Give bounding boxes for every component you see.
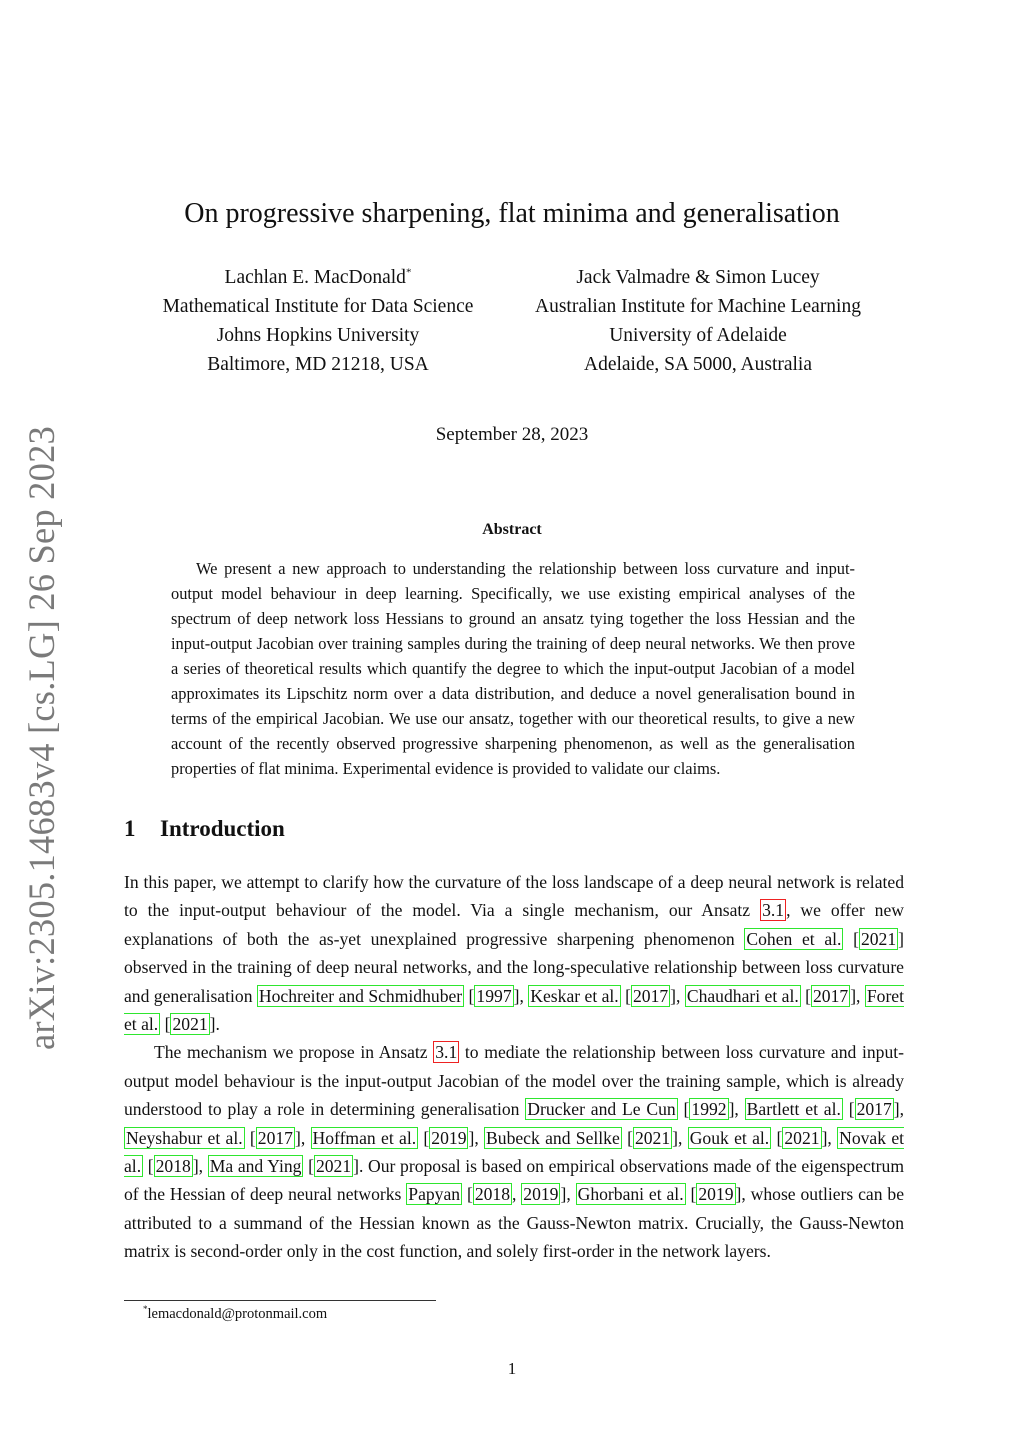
author-block-right — [518, 263, 878, 379]
introduction-body — [124, 868, 904, 1266]
citation-link[interactable]: Foret et al. — [124, 985, 904, 1035]
section-title: Introduction — [160, 816, 285, 841]
citation-year-link[interactable]: 2017 — [856, 1099, 892, 1120]
citation-link[interactable]: Ma and Ying — [209, 1156, 302, 1177]
footnote-email: lemacdonald@protonmail.com — [147, 1305, 328, 1322]
citation-link[interactable]: Chaudhari et al. — [686, 985, 799, 1006]
citation-link[interactable]: Papyan — [408, 1184, 461, 1205]
page-number: 1 — [507, 1359, 517, 1378]
author-affiliation: Australian Institute for Machine Learning — [535, 296, 861, 317]
citation-year-link[interactable]: 2017 — [632, 985, 669, 1006]
section-heading — [124, 816, 285, 842]
citation-year-link[interactable]: 2018 — [474, 1184, 510, 1205]
citation-year-link[interactable]: 2018 — [155, 1156, 191, 1177]
citation-year-link[interactable]: 2021 — [634, 1127, 671, 1148]
citation-year-link[interactable]: 2017 — [813, 985, 849, 1006]
author-name: Jack Valmadre & Simon Lucey — [576, 267, 820, 288]
citation-link[interactable]: Keskar et al. — [530, 985, 619, 1006]
author-address: Baltimore, MD 21218, USA — [207, 354, 429, 375]
citation-link[interactable]: Ghorbani et al. — [577, 1184, 684, 1205]
footnote-mark: * — [143, 1304, 148, 1314]
citation-link[interactable]: Bartlett et al. — [746, 1099, 841, 1120]
footnote-rule — [124, 1300, 436, 1301]
author-institution: University of Adelaide — [609, 325, 787, 346]
citation-link[interactable]: Novak et al. — [124, 1127, 905, 1177]
arxiv-identifier-stamp: arXiv:2305.14683v4 [cs.LG] 26 Sep 2023 — [21, 426, 62, 1050]
citation-year-link[interactable]: 2021 — [172, 1014, 208, 1035]
author-affiliation: Mathematical Institute for Data Science — [162, 296, 474, 317]
author-address: Adelaide, SA 5000, Australia — [583, 354, 812, 375]
citation-year-link[interactable]: 2019 — [698, 1184, 734, 1205]
footnote — [143, 1304, 327, 1323]
footnote-marker[interactable]: * — [405, 266, 412, 279]
citation-year-link[interactable]: 1992 — [691, 1099, 727, 1120]
author-name: Lachlan E. MacDonald* — [224, 266, 412, 288]
author-block-left — [148, 263, 488, 379]
citation-year-link[interactable]: 2021 — [784, 1127, 820, 1148]
citation-year-link[interactable]: 2017 — [257, 1127, 293, 1148]
author-institution: Johns Hopkins University — [216, 325, 420, 346]
citation-link[interactable]: Drucker and Le Cun — [527, 1099, 676, 1120]
paragraph-2: The mechanism we propose in Ansatz 3.1 to mediate the relationship between loss curvature and input-output model behaviour is the input-output Jacobian of the model over the training sample, which is already understood to play a role in determining generalisation Drucker and Le Cun [ 1992 ], Bartlett et al. [ 2017 ], Neyshabur et al. [ 2017 ], Hoffman et al. [ 2019 ], Bubeck and Sellke [ 2021 ], Gouk et al. [ 2021 ], Novak et al. [ 2018 ], Ma and Ying [ 2021 ]. Our proposal is based on empirical observations made of the eigenspectrum of the Hessian of deep neural networks Papyan [ 2018 , 2019 ], Ghorbani et al. [ 2019 ], whose outliers can be attributed to a summand of the Hessian known as the Gauss-Newton matrix. Crucially, the Gauss-Newton matrix is second-order only in the cost function, and solely first-order in the network layers. — [124, 1042, 905, 1262]
paragraph-1: In this paper, we attempt to clarify how the curvature of the loss landscape of a deep neural network is related to the input-output behaviour of the model. Via a single mechanism, our Ansatz 3.1 , we offer new explanations of both the as-yet unexplained progressive sharpening phenomenon Cohen et al. [ 2021 ] observed in the training of deep neural networks, and the long-speculative relationship between loss curvature and generalisation Hochreiter and Schmidhuber [ 1997 ], Keskar et al. [ 2017 ], Chaudhari et al. [ 2017 ], Foret et al. [ 2021 ]. — [124, 872, 904, 1035]
abstract-heading: Abstract — [482, 521, 542, 538]
citation-link[interactable]: Cohen et al. — [746, 928, 842, 949]
citation-year-link[interactable]: 2019 — [431, 1127, 467, 1148]
citation-year-link[interactable]: 2021 — [860, 928, 897, 949]
ansatz-ref-link[interactable]: 3.1 — [435, 1042, 458, 1063]
section-number: 1 — [124, 816, 136, 841]
citation-year-link[interactable]: 2019 — [523, 1184, 559, 1205]
citation-year-link[interactable]: 1997 — [476, 985, 512, 1006]
citation-link[interactable]: Gouk et al. — [689, 1127, 770, 1148]
citation-link[interactable]: Hoffman et al. — [312, 1127, 417, 1148]
paper-title: On progressive sharpening, flat minima and generalisation — [184, 198, 840, 229]
citation-link[interactable]: Hochreiter and Schmidhuber — [258, 985, 463, 1006]
publication-date: September 28, 2023 — [435, 424, 589, 445]
abstract-text: We present a new approach to understanding the relationship between loss curvature and input-output model behaviour in deep learning. Specifically, we use existing empirical analyses of the spectrum of deep network loss Hessians to ground an ansatz tying together the loss Hessian and the input-output Jacobian over training samples during the training of deep neural networks. We then prove a series of theoretical results which quantify the degree to which the input-output Jacobian of a model approximates its Lipschitz norm over a data distribution, and deduce a novel generalisation bound in terms of the empirical Jacobian. We use our ansatz, together with our theoretical results, to give a new account of the recently observed progressive sharpening phenomenon, as well as the generalisation properties of flat minima. Experimental evidence is provided to validate our claims. — [171, 559, 855, 778]
citation-link[interactable]: Neyshabur et al. — [126, 1127, 243, 1148]
citation-year-link[interactable]: 2021 — [315, 1156, 352, 1177]
citation-link[interactable]: Bubeck and Sellke — [486, 1127, 620, 1148]
ansatz-ref-link[interactable]: 3.1 — [762, 900, 785, 921]
